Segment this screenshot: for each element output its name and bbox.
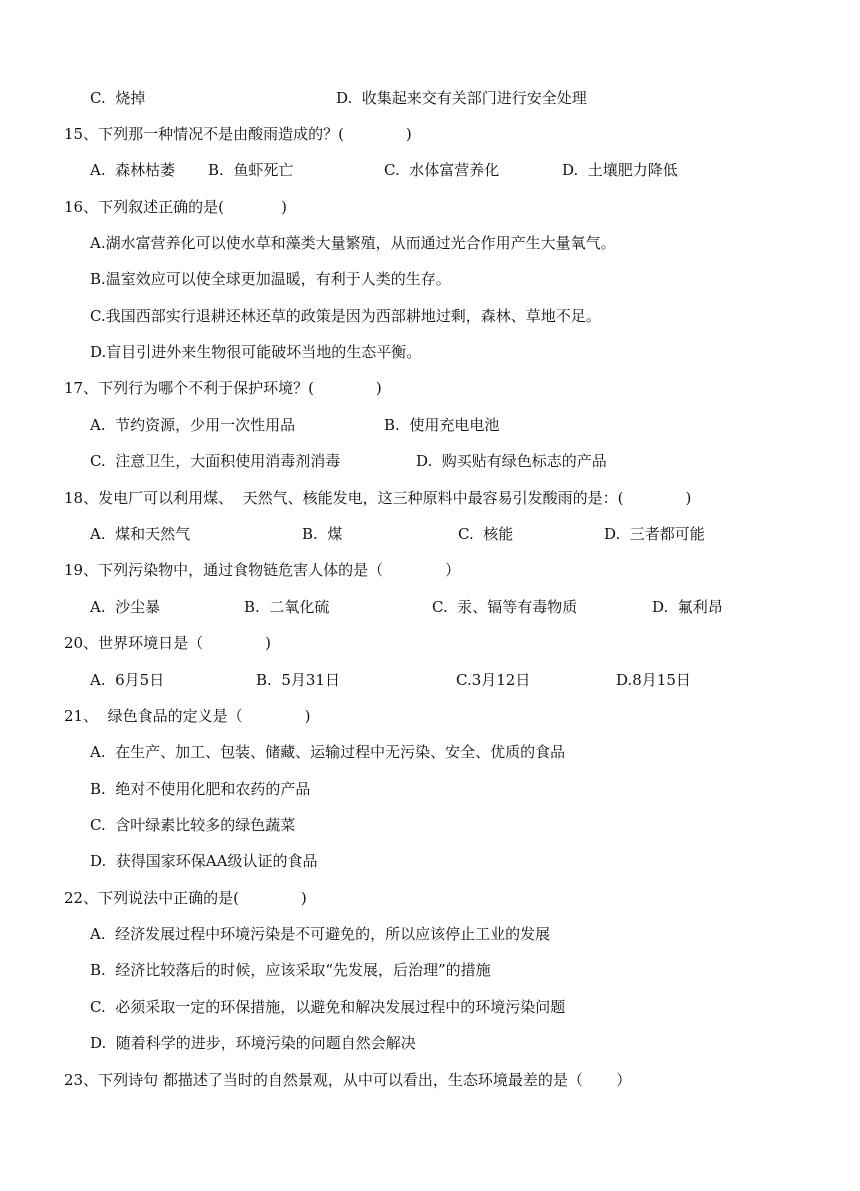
q16-option-c: C.我国西部实行退耕还林还草的政策是因为西部耕地过剩，森林、草地不足。 — [90, 307, 601, 325]
q21-option-a: A. 在生产、加工、包装、储藏、运输过程中无污染、安全、优质的食品 — [90, 743, 566, 761]
q18-option-b: B. 煤 — [302, 525, 343, 543]
q16-option-b: B.温室效应可以使全球更加温暖，有利于人类的生存。 — [90, 270, 451, 288]
q14-options-row — [90, 86, 587, 110]
q22-question: 22、下列说法中正确的是( ) — [64, 889, 307, 907]
q17-option-a: A. 节约资源，少用一次性用品 — [90, 416, 296, 434]
q17-options-row-1 — [90, 413, 500, 437]
q17-option-c: C. 注意卫生，大面积使用消毒剂消毒 — [90, 452, 341, 470]
q19-question: 19、下列污染物中，通过食物链危害人体的是（ ） — [64, 561, 461, 579]
q18-option-d: D. 三者都可能 — [604, 525, 705, 543]
q15-options-row — [90, 158, 678, 182]
q20-option-c: C.3月12日 — [456, 671, 531, 689]
q22-option-d: D. 随着科学的进步，环境污染的问题自然会解决 — [90, 1034, 416, 1052]
q18-options-row — [90, 522, 705, 546]
q22-option-b: B. 经济比较落后的时候，应该采取“先发展，后治理”的措施 — [90, 961, 491, 979]
q19-options-row — [90, 595, 723, 619]
q15-question: 15、下列那一种情况不是由酸雨造成的？( ) — [64, 125, 412, 143]
q16-option-d: D.盲目引进外来生物很可能破坏当地的生态平衡。 — [90, 343, 422, 361]
q21-question: 21、 绿色食品的定义是（ ) — [64, 707, 311, 725]
q19-option-d: D. 氟利昂 — [652, 598, 723, 616]
q22-option-a: A. 经济发展过程中环境污染是不可避免的，所以应该停止工业的发展 — [90, 925, 551, 943]
q17-question: 17、下列行为哪个不利于保护环境？( ) — [64, 379, 382, 397]
q17-option-d: D. 购买贴有绿色标志的产品 — [416, 452, 607, 470]
q23-question: 23、下列诗句 都描述了当时的自然景观，从中可以看出，生态环境最差的是（ ） — [64, 1071, 632, 1089]
q14-option-c: C. 烧掉 — [90, 89, 146, 107]
q16-question: 16、下列叙述正确的是( ) — [64, 198, 288, 216]
q18-question: 18、发电厂可以利用煤、 天然气、核能发电，这三种原料中最容易引发酸雨的是：( ) — [64, 489, 692, 507]
q18-option-c: C. 核能 — [458, 525, 514, 543]
q17-option-b: B. 使用充电电池 — [384, 416, 500, 434]
q14-option-d: D. 收集起来交有关部门进行安全处理 — [336, 89, 587, 107]
q15-option-a: A. 森林枯萎 — [90, 161, 176, 179]
q15-option-d: D. 土壤肥力降低 — [562, 161, 678, 179]
q16-option-a: A.湖水富营养化可以使水草和藻类大量繁殖，从而通过光合作用产生大量氧气。 — [90, 234, 616, 252]
q20-question: 20、世界环境日是（ ) — [64, 634, 271, 652]
q21-option-b: B. 绝对不使用化肥和农药的产品 — [90, 780, 311, 798]
q15-option-c: C. 水体富营养化 — [384, 161, 500, 179]
q19-option-a: A. 沙尘暴 — [90, 598, 161, 616]
q21-option-c: C. 含叶绿素比较多的绿色蔬菜 — [90, 816, 296, 834]
q18-option-a: A. 煤和天然气 — [90, 525, 191, 543]
q20-option-a: A. 6月5日 — [90, 671, 165, 689]
q19-option-b: B. 二氧化硫 — [244, 598, 330, 616]
q17-options-row-2 — [90, 449, 607, 473]
q20-option-b: B. 5月31日 — [256, 671, 340, 689]
q22-option-c: C. 必须采取一定的环保措施，以避免和解决发展过程中的环境污染问题 — [90, 998, 566, 1016]
q20-option-d: D.8月15日 — [616, 671, 691, 689]
q15-option-b: B. 鱼虾死亡 — [208, 161, 294, 179]
q21-option-d: D. 获得国家环保AA级认证的食品 — [90, 852, 318, 870]
q19-option-c: C. 汞、镉等有毒物质 — [432, 598, 578, 616]
q20-options-row — [90, 668, 691, 692]
